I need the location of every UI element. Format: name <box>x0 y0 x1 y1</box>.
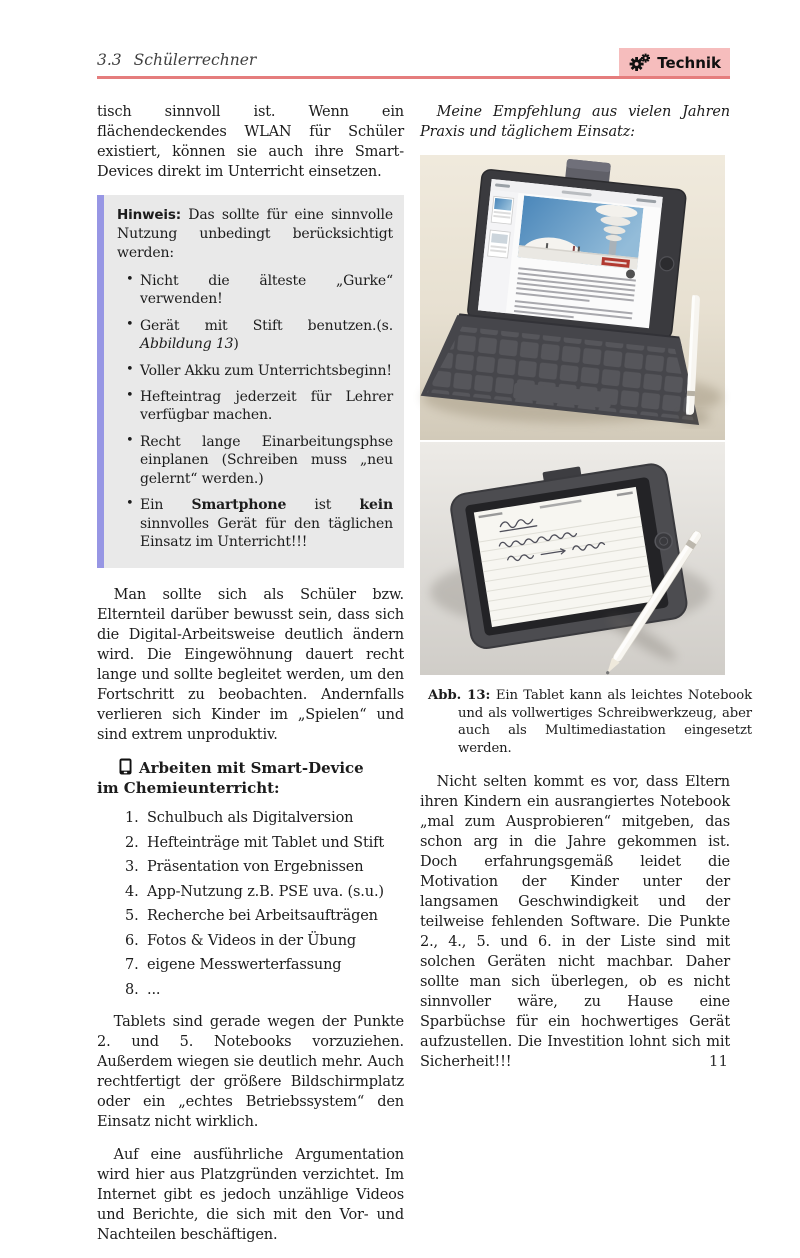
subheading-line1: Arbeiten mit Smart-Device <box>139 758 364 777</box>
two-column-body <box>97 102 752 1258</box>
subheading <box>97 758 404 799</box>
gears-icon <box>628 53 650 72</box>
list-item: 1. Schulbuch als Digitalversion <box>125 810 354 827</box>
hint-bullet: • Ein Smartphone ist kein sinnvolles Gerät für den täglichen Einsatz im Unterricht!!! <box>131 496 393 551</box>
page-number: 11 <box>708 1052 728 1070</box>
paragraph: Nicht selten kommt es vor, dass Eltern ihren Kindern ein ausrangiertes Notebook „mal zum Ausprobieren“ mitgeben, das schon arg in die Jahre gekommen ist. Doch erfahrungsgemäß leidet die Motivation der Kinder unter der langsamen Geschwindigkeit und der teilweise fehlenden Software. Die Punkte 2., 4., 5. und 6. in der Liste sind mit solchen Geräten nicht machbar. Daher sollte man sich überlegen, ob es nicht sinnvoller wäre, zu Hause eine Sparbüchse für ein hochwertiges Gerät aufzustellen. Die Investition lohnt sich mit Sicherheit!!! <box>420 773 730 1070</box>
hint-bullet: • Gerät mit Stift benutzen.(s. Abbildung 13) <box>131 317 393 354</box>
list-item: 2. Hefteinträge mit Tablet und Stift <box>125 834 385 851</box>
page-header <box>97 48 730 79</box>
figure-caption: Abb. 13: Ein Tablet kann als leichtes Notebook und als vollwertiges Schreibwerkzeug, aber auch als Multimediastation eingesetzt werden. <box>428 688 752 757</box>
subheading-line2: im Chemieunterricht: <box>97 779 280 798</box>
list-item: 3. Präsentation von Ergebnissen <box>125 859 364 876</box>
running-head <box>97 51 256 76</box>
paragraph: Auf eine ausführliche Argumentation wird hier aus Platzgründen verzichtet. Im Internet gibt es jedoch unzählige Videos und Berichte, die sich mit den Vor- und Nachteilen beschäftigen. <box>97 1146 404 1243</box>
badge-label: Technik <box>657 53 721 72</box>
list-item: 7. eigene Messwerterfassung <box>125 957 342 974</box>
hint-bullet-list <box>117 272 393 552</box>
paragraph: Tablets sind gerade wegen der Punkte 2. und 5. Notebooks vorzuziehen. Außerdem wiegen sie deutlich mehr. Auch rechtfertigt der größere Bildschirmplatz oder ein „echtes Betriebssystem“ den Einsatz nicht wirklich. <box>97 1013 404 1130</box>
hint-bullet: • Hefteintrag jederzeit für Lehrer verfügbar machen. <box>131 388 393 425</box>
right-column <box>420 102 752 1258</box>
paragraph: tisch sinnvoll ist. Wenn ein flächendeckendes WLAN für Schüler existiert, können sie auch ihre Smart-Devices direkt im Unterricht einsetzen. <box>97 104 404 180</box>
hint-intro: Hinweis: Das sollte für eine sinnvolle Nutzung unbedingt berücksichtigt werden: <box>117 207 393 261</box>
figure-tablet-keyboard <box>420 155 730 440</box>
photo-tablet-keyboard <box>420 155 725 440</box>
photo-tablet-handwriting <box>420 442 725 675</box>
paragraph: Man sollte sich als Schüler bzw. Elternteil darüber bewusst sein, dass sich die Digital-Arbeitsweise deutlich ändern wird. Die Eingewöhnung dauert recht lange und sollte begleitet werden, um den Fortschritt zu beobachten. Andernfalls verlieren sich Kinder im „Spielen“ und sind extrem unproduktiv. <box>97 586 404 743</box>
tablet-icon <box>119 758 132 775</box>
hint-label: Hinweis: <box>117 207 182 223</box>
hint-bullet: • Recht lange Einarbeitungsphse einplanen (Schreiben muss „neu gelernt“ werden.) <box>131 433 393 488</box>
figure-tablet-handwriting <box>420 442 730 675</box>
numbered-list <box>97 810 404 998</box>
section-number: 3.3 <box>97 51 122 69</box>
hint-box <box>97 195 404 568</box>
chapter-badge <box>619 48 730 76</box>
list-item: 6. Fotos & Videos in der Übung <box>125 932 357 949</box>
list-item: 5. Recherche bei Arbeitsaufträgen <box>125 908 378 925</box>
hint-bullet: • Voller Akku zum Unterrichtsbeginn! <box>131 362 393 380</box>
recommendation-intro: Meine Empfehlung aus vielen Jahren Praxis und täglichem Einsatz: <box>420 104 730 140</box>
caption-label: Abb. 13: <box>428 688 491 703</box>
list-item: 8. ... <box>125 981 161 998</box>
section-title: Schülerrechner <box>133 51 257 69</box>
hint-bullet: • Nicht die älteste „Gurke“ verwenden! <box>131 272 393 309</box>
list-item: 4. App-Nutzung z.B. PSE uva. (s.u.) <box>125 883 384 900</box>
left-column <box>97 102 404 1258</box>
